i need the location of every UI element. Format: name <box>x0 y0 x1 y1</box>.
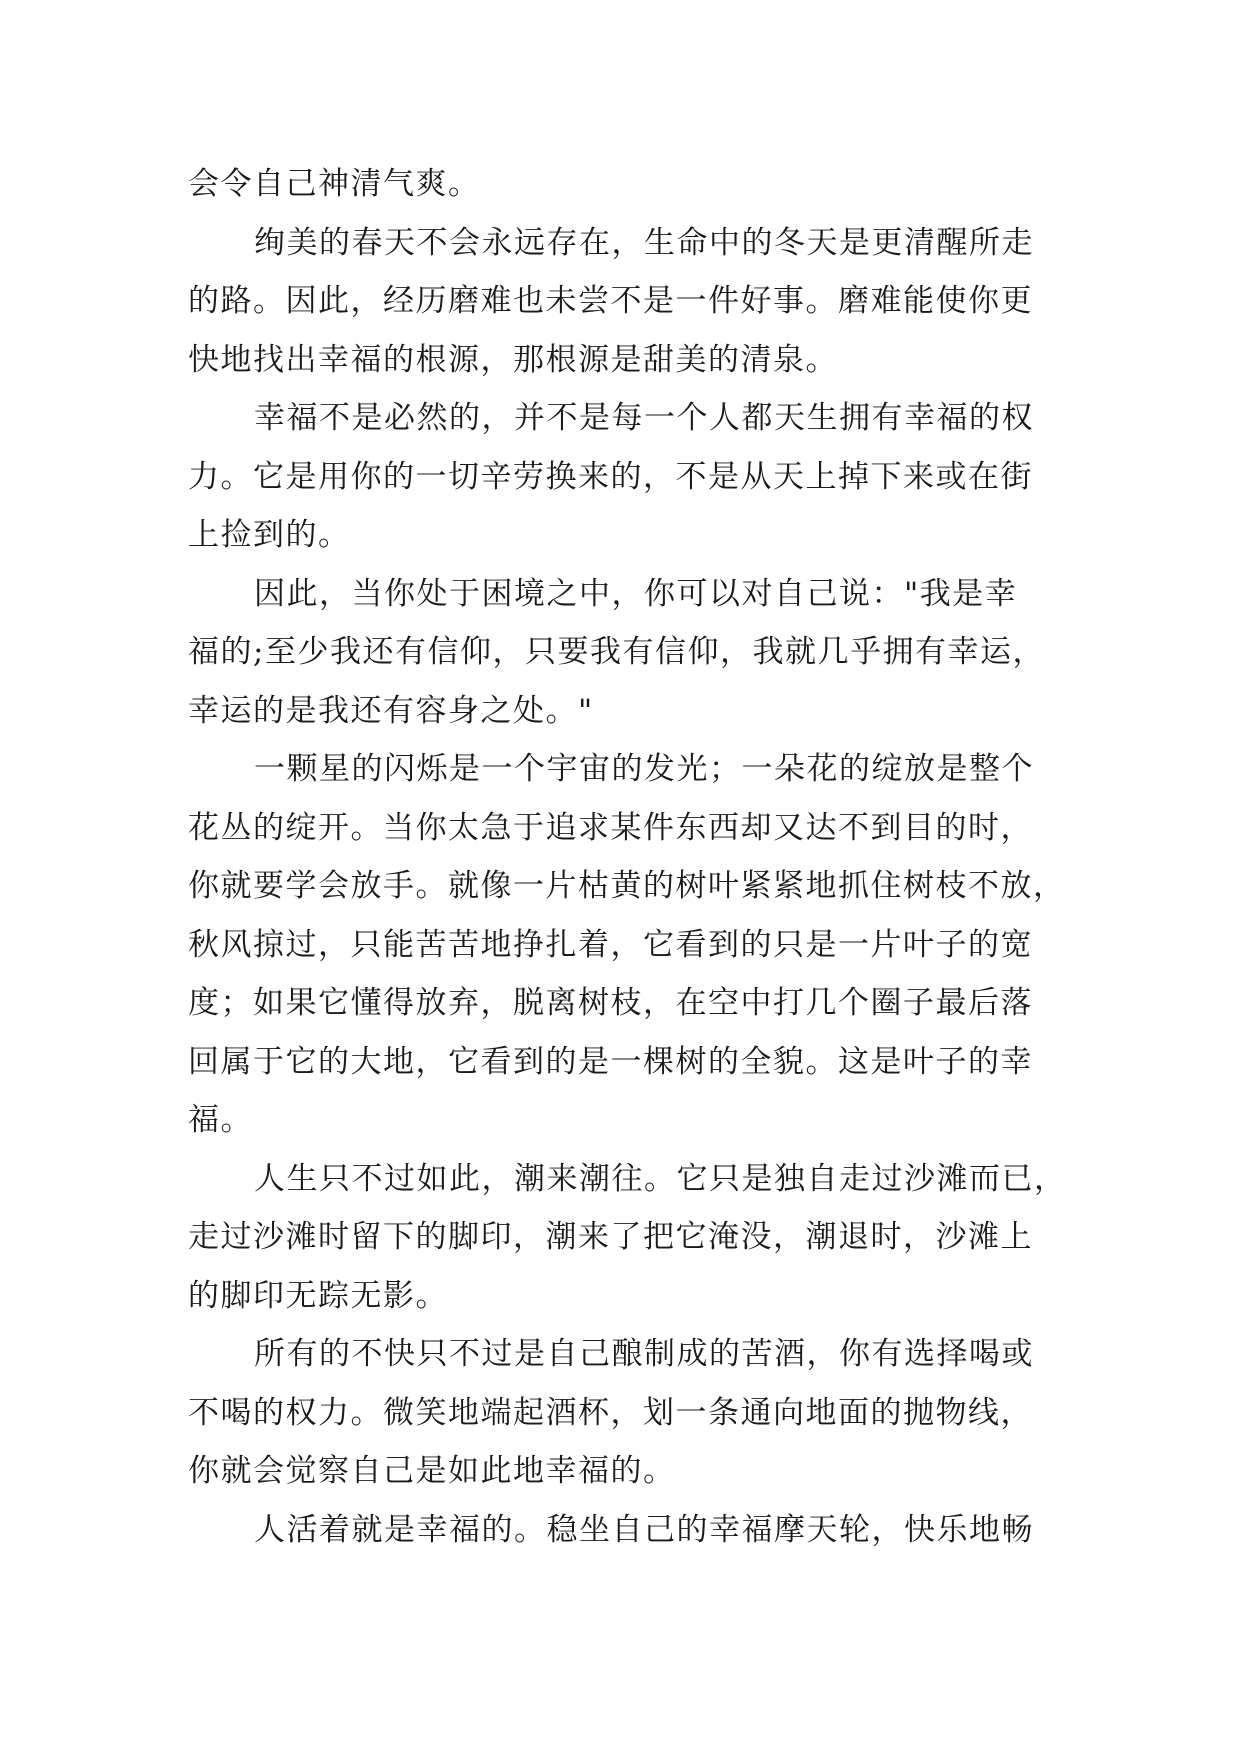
text-line: 的脚印无踪无影。 <box>188 1277 448 1314</box>
text-line: 走过沙滩时留下的脚印，潮来了把它淹没，潮退时，沙滩上 <box>188 1219 1033 1255</box>
text-line: 人生只不过如此，潮来潮往。它只是独自走过沙滩而已， <box>254 1160 1067 1197</box>
text-line: 你就会觉察自己是如此地幸福的。 <box>188 1453 676 1489</box>
text-line: 福。 <box>188 1102 253 1138</box>
text-line: 上捡到的。 <box>188 517 351 553</box>
text-line: 幸运的是我还有容身之处。" <box>188 692 594 729</box>
text-line: 福的;至少我还有信仰，只要我有信仰，我就几乎拥有幸运， <box>188 634 1045 670</box>
text-line: 人活着就是幸福的。稳坐自己的幸福摩天轮，快乐地畅 <box>254 1511 1034 1548</box>
text-line: 你就要学会放手。就像一片枯黄的树叶紧紧地抓住树枝不放， <box>188 868 1066 904</box>
text-line: 花丛的绽开。当你太急于追求某件东西却又达不到目的时， <box>188 809 1033 846</box>
text-line: 绚美的春天不会永远存在，生命中的冬天是更清醒所走 <box>254 224 1034 261</box>
text-line: 会令自己神清气爽。 <box>188 166 481 202</box>
text-line: 回属于它的大地，它看到的是一棵树的全貌。这是叶子的幸 <box>188 1043 1033 1080</box>
text-line: 的路。因此，经历磨难也未尝不是一件好事。磨难能使你更 <box>188 283 1033 319</box>
document-body <box>188 155 1067 1559</box>
text-line: 不喝的权力。微笑地端起酒杯，划一条通向地面的抛物线， <box>188 1394 1033 1431</box>
text-line: 力。它是用你的一切辛劳换来的，不是从天上掉下来或在街 <box>188 458 1033 495</box>
text-line: 幸福不是必然的，并不是每一个人都天生拥有幸福的权 <box>254 400 1034 436</box>
text-line: 因此，当你处于困境之中，你可以对自己说："我是幸 <box>254 575 1018 612</box>
text-line: 秋风掠过，只能苦苦地挣扎着，它看到的只是一片叶子的宽 <box>188 926 1033 963</box>
text-line: 所有的不快只不过是自己酿制成的苦酒，你有选择喝或 <box>254 1336 1034 1372</box>
text-line: 快地找出幸福的根源，那根源是甜美的清泉。 <box>188 341 838 378</box>
text-line: 一颗星的闪烁是一个宇宙的发光；一朵花的绽放是整个 <box>254 751 1034 787</box>
text-line: 度；如果它懂得放弃，脱离树枝，在空中打几个圈子最后落 <box>188 985 1033 1021</box>
